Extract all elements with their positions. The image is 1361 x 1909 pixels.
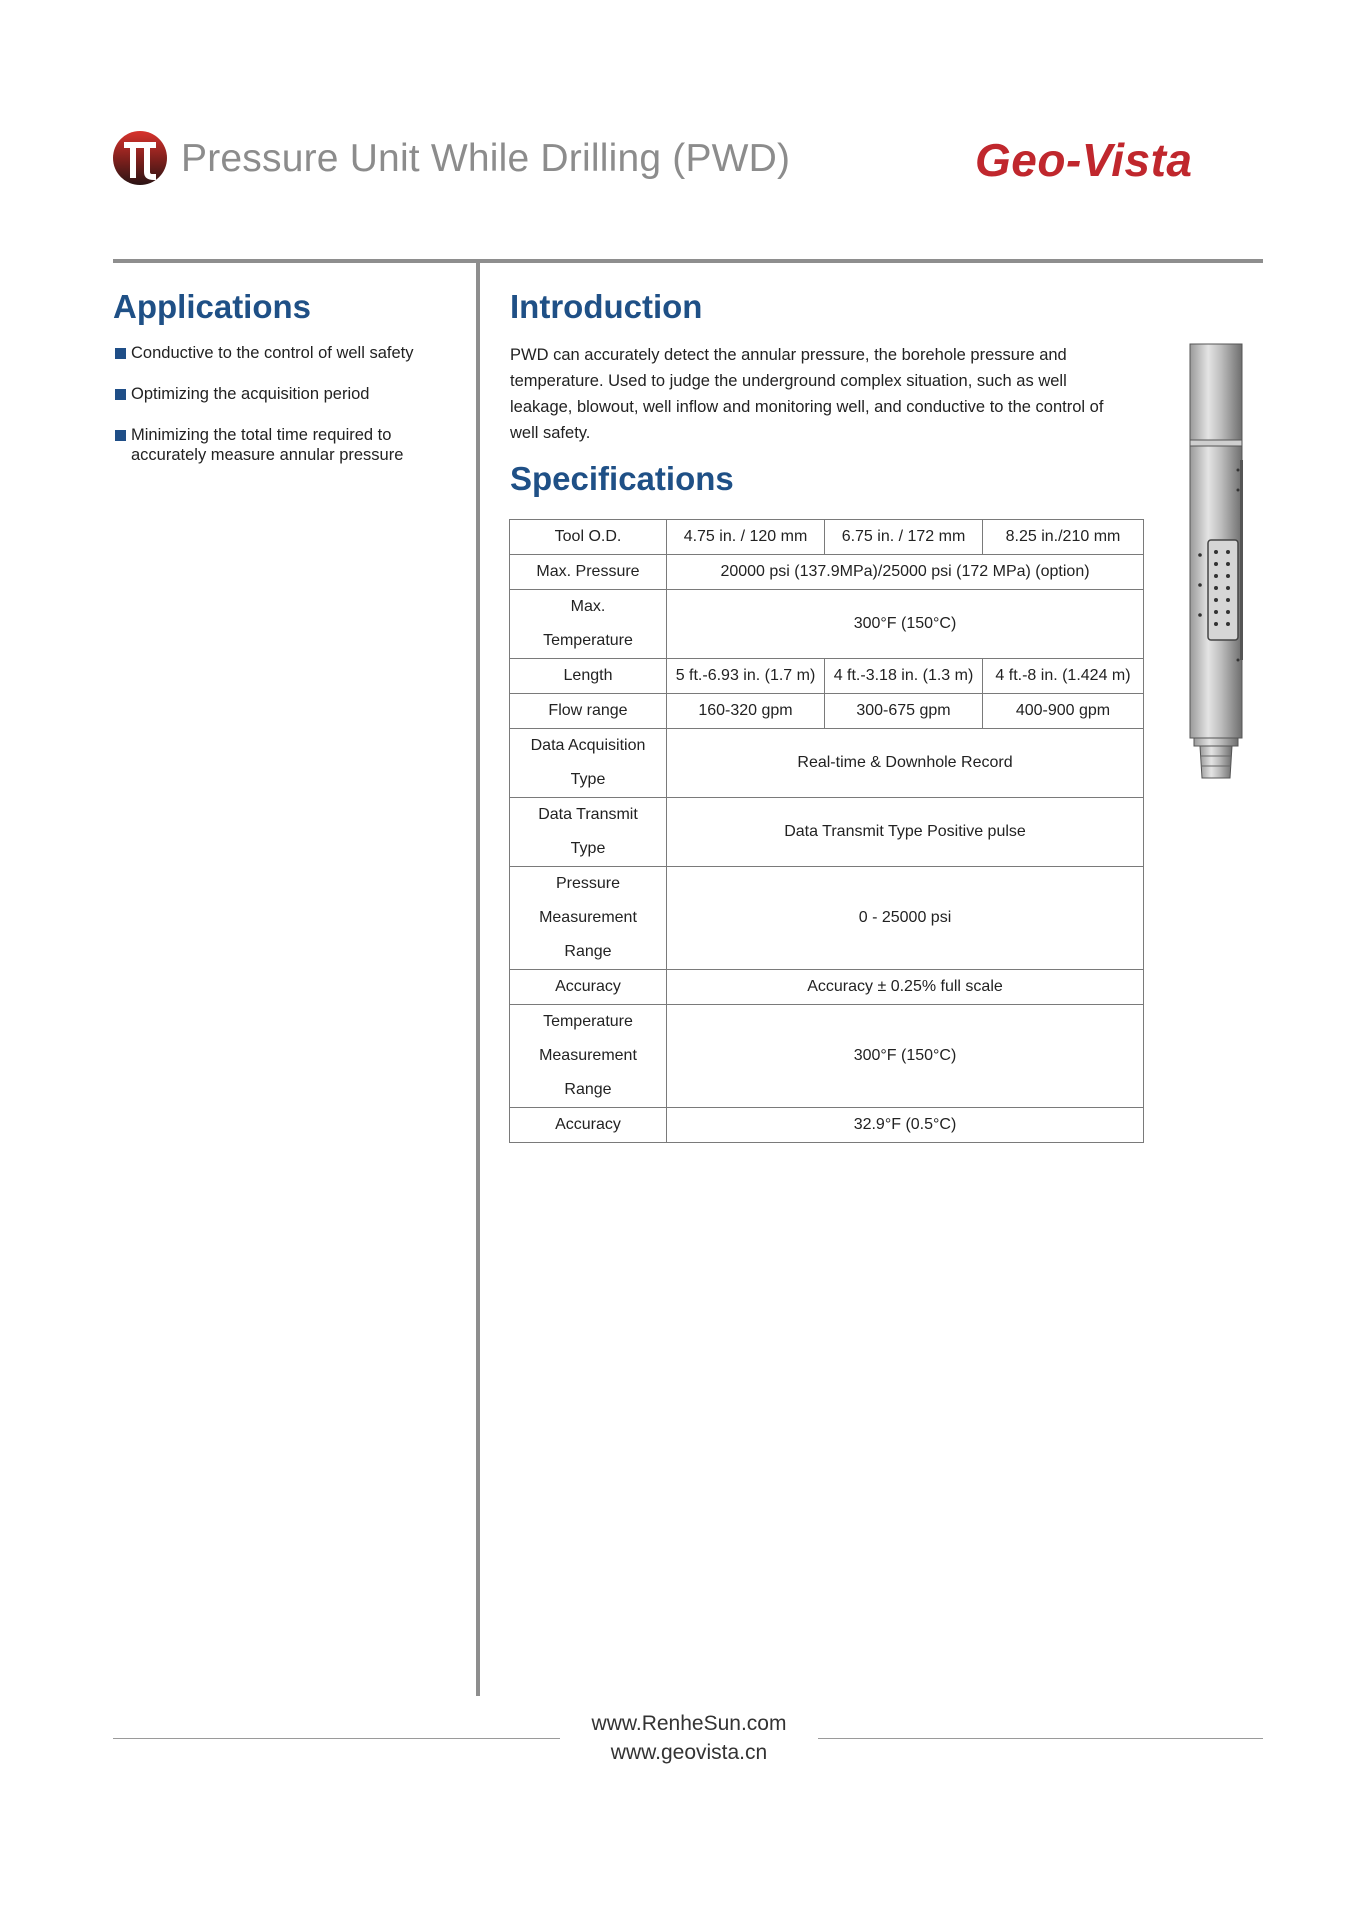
table-row [510, 1108, 1144, 1143]
table-row [510, 694, 1144, 729]
table-row [510, 867, 1144, 970]
spec-value: 4 ft.-8 in. (1.424 m) [983, 659, 1144, 694]
spec-label: Data Acquisition Type [510, 729, 667, 798]
spec-value: 160-320 gpm [667, 694, 825, 729]
applications-heading: Applications [113, 288, 312, 325]
spec-value: 6.75 in. / 172 mm [825, 520, 983, 555]
spec-value: 300-675 gpm [825, 694, 983, 729]
specifications-table [509, 519, 1144, 1143]
spec-label: Temperature Measurement Range [510, 1005, 667, 1108]
spec-value: 20000 psi (137.9MPa)/25000 psi (172 MPa) (option) [667, 555, 1144, 590]
page-title: Pressure Unit While Drilling (PWD) [181, 137, 791, 180]
table-row [510, 590, 1144, 659]
pwd-tool-image [1180, 340, 1260, 780]
spec-value: 32.9°F (0.5°C) [667, 1108, 1144, 1143]
spec-value: 4.75 in. / 120 mm [667, 520, 825, 555]
spec-label: Max. Temperature [510, 590, 667, 659]
spec-value: 8.25 in./210 mm [983, 520, 1144, 555]
header-divider [113, 259, 1263, 263]
spec-value: 300°F (150°C) [667, 1005, 1144, 1108]
table-row [510, 1005, 1144, 1108]
spec-label: Accuracy [510, 970, 667, 1005]
application-text: Conductive to the control of well safety [131, 344, 414, 362]
spec-label: Length [510, 659, 667, 694]
table-row [510, 555, 1144, 590]
spec-value: 300°F (150°C) [667, 590, 1144, 659]
table-row [510, 798, 1144, 867]
footer-link[interactable]: www.RenheSun.com [591, 1712, 787, 1735]
spec-value: Data Transmit Type Positive pulse [667, 798, 1144, 867]
table-row [510, 659, 1144, 694]
application-text: Minimizing the total time required to accurately measure annular pressure [131, 426, 404, 464]
spec-label: Accuracy [510, 1108, 667, 1143]
spec-value: Accuracy ± 0.25% full scale [667, 970, 1144, 1005]
footer-divider [113, 1738, 560, 1739]
footer-link[interactable]: www.geovista.cn [610, 1741, 768, 1764]
square-bullet-icon [115, 430, 126, 441]
spec-value: 0 - 25000 psi [667, 867, 1144, 970]
company-logo-icon [112, 128, 168, 188]
spec-label: Max. Pressure [510, 555, 667, 590]
introduction-heading: Introduction [510, 288, 703, 325]
spec-label: Tool O.D. [510, 520, 667, 555]
spec-value: Real-time & Downhole Record [667, 729, 1144, 798]
spec-label: Data Transmit Type [510, 798, 667, 867]
footer-divider [818, 1738, 1263, 1739]
introduction-text: PWD can accurately detect the annular pressure, the borehole pressure and temperature. Used to judge the underground complex situation, such as well leakage, blowout, well inflow and monitoring well, and conductive to the control of well safety. [510, 346, 1104, 442]
spec-value: 4 ft.-3.18 in. (1.3 m) [825, 659, 983, 694]
table-row [510, 970, 1144, 1005]
square-bullet-icon [115, 389, 126, 400]
specifications-heading: Specifications [510, 460, 734, 497]
square-bullet-icon [115, 348, 126, 359]
brand-logo-text: Geo-Vista [975, 134, 1193, 186]
spec-label: Pressure Measurement Range [510, 867, 667, 970]
application-text: Optimizing the acquisition period [131, 385, 370, 403]
table-row [510, 520, 1144, 555]
spec-value: 400-900 gpm [983, 694, 1144, 729]
column-divider [476, 259, 480, 1696]
spec-label: Flow range [510, 694, 667, 729]
spec-value: 5 ft.-6.93 in. (1.7 m) [667, 659, 825, 694]
table-row [510, 729, 1144, 798]
